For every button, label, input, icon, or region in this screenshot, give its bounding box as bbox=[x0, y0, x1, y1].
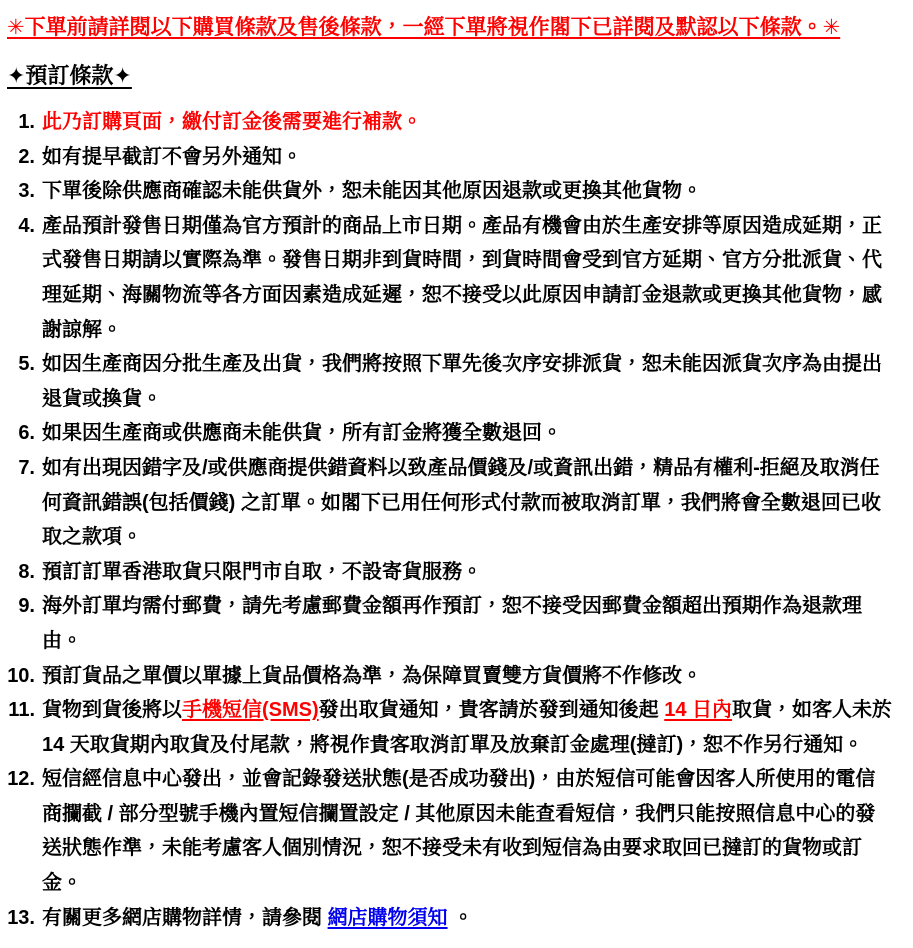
term-text bbox=[42, 174, 895, 209]
term-segment: 預訂訂單香港取貨只限門市自取，不設寄貨服務。 bbox=[42, 560, 482, 583]
term-item bbox=[7, 762, 895, 900]
term-segment: 。 bbox=[447, 906, 474, 929]
term-item bbox=[7, 589, 895, 658]
term-segment: 貨物到貨後將以 bbox=[42, 699, 182, 722]
term-item bbox=[7, 174, 895, 209]
term-item bbox=[7, 416, 895, 451]
store-policy-link[interactable]: 網店購物須知 bbox=[327, 906, 448, 929]
term-item bbox=[7, 140, 895, 175]
term-item bbox=[7, 901, 895, 936]
term-item bbox=[7, 347, 895, 416]
term-number: 7. bbox=[18, 456, 35, 479]
sms-method-highlight: 手機短信(SMS) bbox=[182, 699, 319, 722]
term-text bbox=[42, 105, 895, 140]
term-text bbox=[42, 140, 895, 175]
term-item bbox=[7, 105, 895, 140]
deposit-notice-highlight: 此乃訂購頁面，繳付訂金後需要進行補款。 bbox=[42, 111, 422, 133]
term-segment: 產品預計發售日期僅為官方預計的商品上市日期。產品有機會由於生產安排等原因造成延期，正式發售日期請以實際為準。發售日期非到貨時間，到貨時間會受到官方延期、官方分批派貨、代理延期、海關物流等各方面因素造成延遲，恕不接受以此原因申請訂金退款或更換其他貨物，感謝諒解。 bbox=[42, 214, 882, 341]
term-segment: 如因生產商因分批生產及出貨，我們將按照下單先後次序安排派貨，恕未能因派貨次序為由提出退貨或換貨。 bbox=[42, 353, 882, 410]
term-segment: 如果因生產商或供應商未能供貨，所有訂金將獲全數退回。 bbox=[42, 422, 562, 445]
term-item bbox=[7, 659, 895, 694]
term-number: 8. bbox=[18, 560, 35, 583]
term-segment: 發出取貨通知，貴客請於發到通知後起 bbox=[318, 699, 665, 722]
term-number: 10. bbox=[7, 664, 35, 687]
term-text bbox=[42, 451, 895, 555]
term-text bbox=[42, 762, 895, 900]
term-text bbox=[42, 209, 895, 347]
term-item bbox=[7, 451, 895, 555]
term-number: 12. bbox=[7, 768, 35, 791]
term-segment: 如有出現因錯字及/或供應商提供錯資料以致產品價錢及/或資訊出錯，精品有權利-拒絕及取消任何資訊錯誤(包括價錢) 之訂單。如閣下已用任何形式付款而被取消訂單，我們將會全數退回已收取之款項。 bbox=[42, 456, 881, 549]
term-segment: 如有提早截訂不會另外通知。 bbox=[42, 145, 302, 168]
pickup-deadline-highlight: 14 日內 bbox=[664, 699, 733, 722]
term-text bbox=[42, 589, 895, 658]
term-text bbox=[42, 693, 895, 762]
term-text bbox=[42, 555, 895, 590]
term-text bbox=[42, 659, 895, 694]
term-segment: 下單後除供應商確認未能供貨外，恕未能因其他原因退款或更換其他貨物。 bbox=[42, 180, 702, 203]
term-number: 9. bbox=[18, 595, 35, 618]
preorder-terms-heading: ✦預訂條款✦ bbox=[7, 63, 132, 88]
notice-title: ✳下單前請詳閱以下購買條款及售後條款，一經下單將視作閣下已詳閱及默認以下條款。✳ bbox=[7, 16, 841, 39]
term-segment: 海外訂單均需付郵費，請先考慮郵費金額再作預訂，恕不接受因郵費金額超出預期作為退款理由。 bbox=[42, 595, 862, 652]
term-segment: 取貨，如客人未於 14 天取貨期內取貨及付尾款，將視作貴客取消訂單及放棄訂金處理(撻訂)，恕不作另行通知。 bbox=[42, 699, 893, 756]
term-number: 1. bbox=[18, 111, 35, 133]
term-item bbox=[7, 693, 895, 762]
term-number: 11. bbox=[8, 699, 35, 722]
term-number: 13. bbox=[7, 906, 35, 929]
term-text bbox=[42, 347, 895, 416]
term-item bbox=[7, 209, 895, 347]
term-number: 4. bbox=[18, 214, 35, 237]
term-segment: 有關更多網店購物詳情，請參閱 bbox=[42, 906, 328, 929]
term-item bbox=[7, 555, 895, 590]
term-number: 5. bbox=[18, 353, 35, 376]
term-segment: 預訂貨品之單價以單據上貨品價格為準，為保障買賣雙方貨價將不作修改。 bbox=[42, 664, 702, 687]
terms-list bbox=[7, 105, 895, 935]
term-segment: 短信經信息中心發出，並會記錄發送狀態(是否成功發出)，由於短信可能會因客人所使用的電信商攔截 / 部分型號手機內置短信攔置設定 / 其他原因未能查看短信，我們只能按照信息中心的發送狀態作準，未能考慮客人個別情況，恕不接受未有收到短信為由要求取回已撻訂的貨物或訂金。 bbox=[42, 768, 876, 895]
term-text bbox=[42, 901, 895, 936]
term-number: 2. bbox=[18, 145, 35, 168]
term-text bbox=[42, 416, 895, 451]
term-number: 3. bbox=[18, 180, 35, 203]
term-number: 6. bbox=[18, 422, 35, 445]
